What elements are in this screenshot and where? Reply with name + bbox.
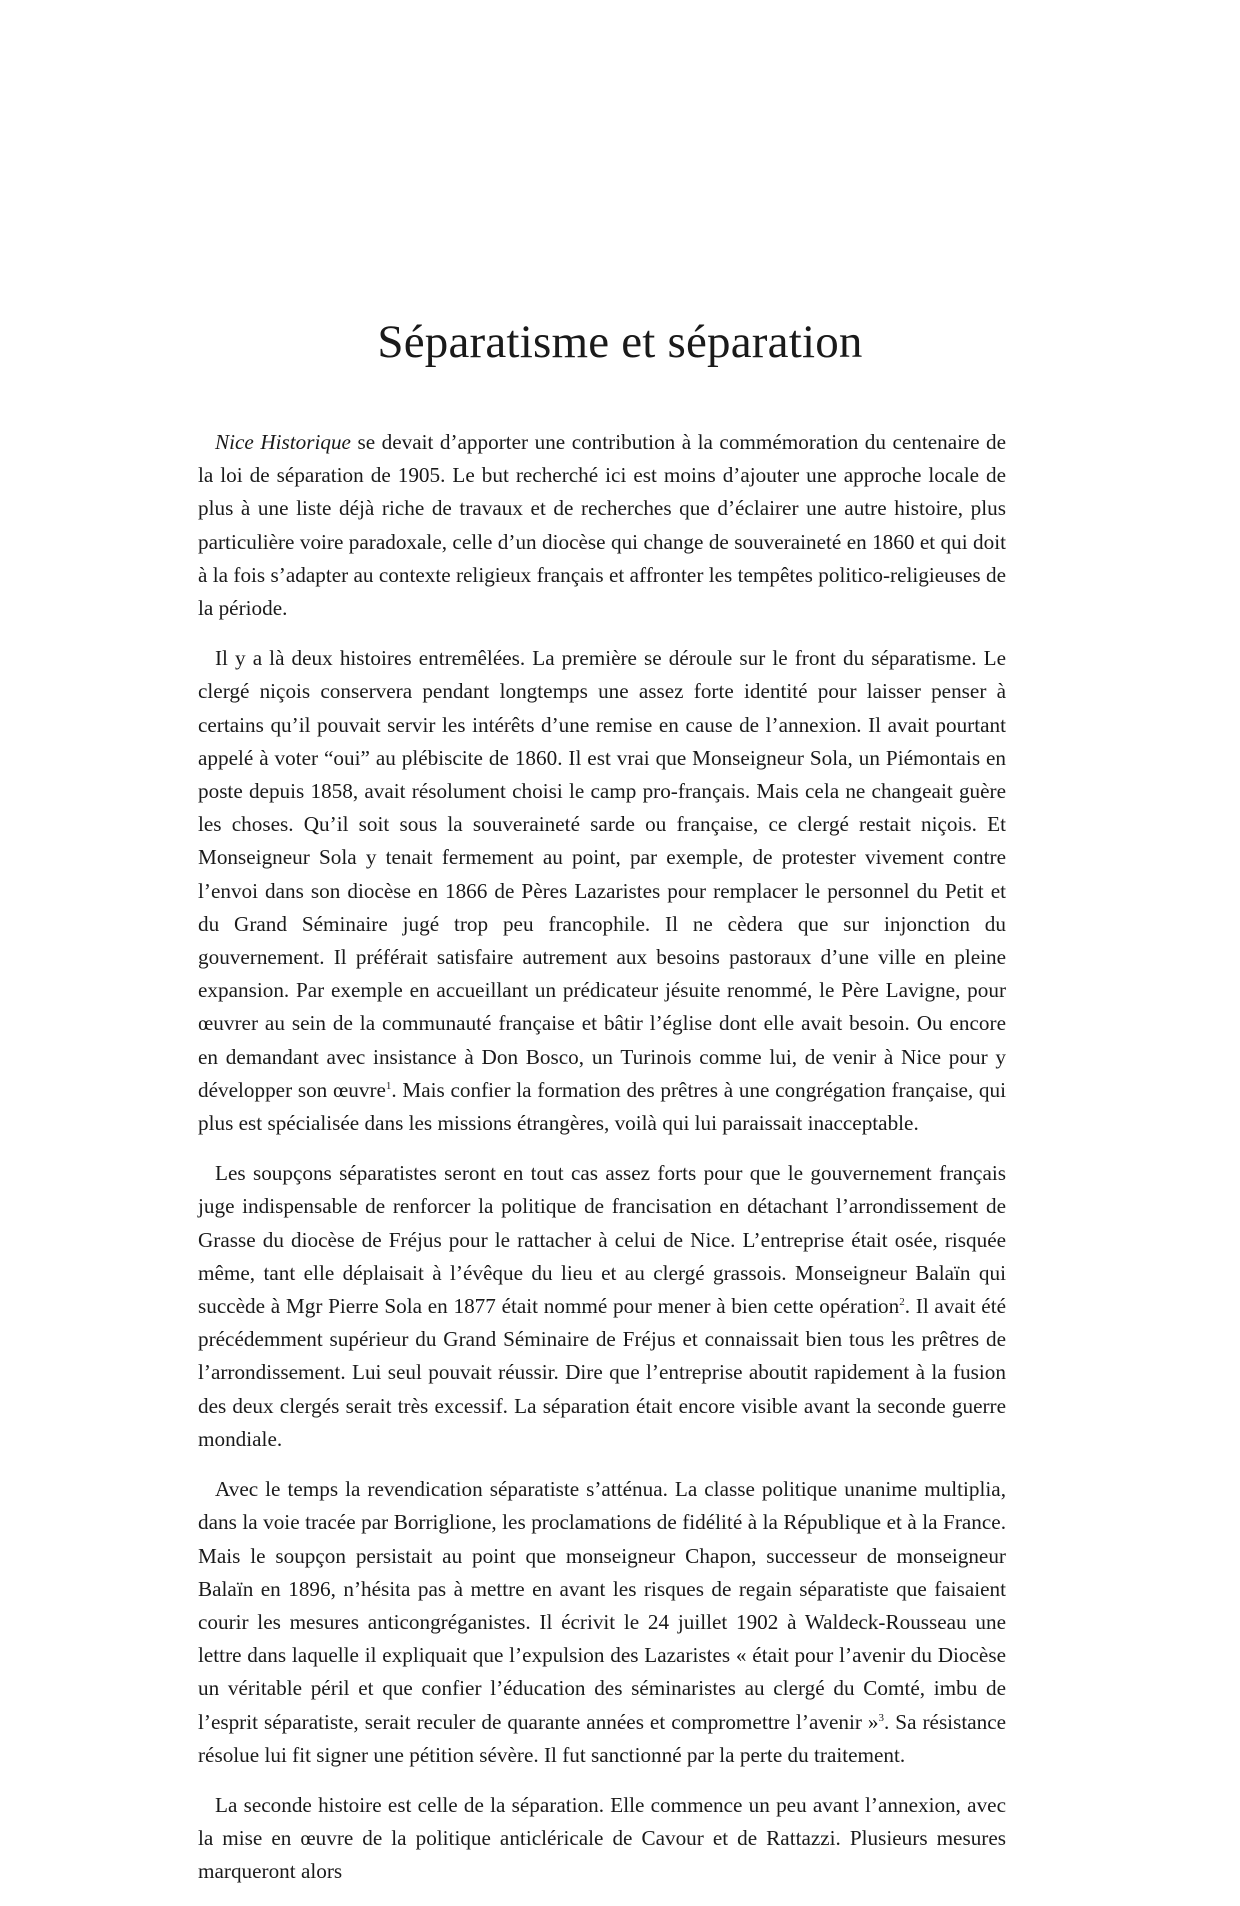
paragraph-4	[198, 1473, 1006, 1772]
paragraph-5-text: La seconde histoire est celle de la séparation. Elle commence un peu avant l’annexion, avec la mise en œuvre de la politique anticléricale de Cavour et de Rattazzi. Plusieurs mesures marqueront alors	[198, 1792, 1006, 1884]
paragraph-3-text: Les soupçons séparatistes seront en tout cas assez forts pour que le gouvernement français juge indispensable de renforcer la politique de francisation en détachant l’arrondissement de Grasse du diocèse de Fréjus pour le rattacher à celui de Nice. L’entreprise était osée, risquée même, tant elle déplaisait à l’évêque du lieu et au clergé grassois. Monseigneur Balaïn qui succède à Mgr Pierre Sola en 1877 était nommé pour mener à bien cette opération	[198, 1161, 1006, 1319]
paragraph-1-text: se devait d’apporter une contribution à la commémoration du centenaire de la loi de séparation de 1905. Le but recherché ici est moins d’ajouter une approche locale de plus à une liste déjà riche de travaux et de recherches que d’éclairer une autre histoire, plus particulière voire paradoxale, celle d’un diocèse qui change de souveraineté en 1860 et qui doit à la fois s’adapter au contexte religieux français et affronter les tempêtes politico-religieuses de la période.	[198, 430, 1006, 621]
paragraph-4-text-after: . Sa résistance résolue lui fit signer une pétition sévère. Il fut sanctionné par la perte du traitement.	[198, 1709, 1007, 1767]
paragraph-2-text: Il y a là deux histoires entremêlées. La première se déroule sur le front du séparatisme. Le clergé niçois conservera pendant longtemps une assez forte identité pour laisser penser à certains qu’il pouvait servir les intérêts d’une remise en cause de l’annexion. Il avait pourtant appelé à voter “oui” au plébiscite de 1860. Il est vrai que Monseigneur Sola, un Piémontais en poste depuis 1858, avait résolument choisi le camp pro-français. Mais cela ne changeait guère les choses. Qu’il soit sous la souveraineté sarde ou française, ce clergé restait niçois. Et Monseigneur Sola y tenait fermement au point, par exemple, de protester vivement contre l’envoi dans son diocèse en 1866 de Pères Lazaristes pour remplacer le personnel du Petit et du Grand Séminaire jugé trop peu francophile. Il ne cèdera que sur injonction du gouvernement. Il préférait satisfaire autrement aux besoins pastoraux d’une ville en pleine expansion. Par exemple en accueillant un prédicateur jésuite renommé, le Père Lavigne, pour œuvrer au sein de la communauté française et bâtir l’église dont elle avait besoin. Ou encore en demandant avec insistance à Don Bosco, un Turinois comme lui, de venir à Nice pour y développer son œuvre	[198, 646, 1006, 1102]
footnote-ref-1[interactable]: 1	[385, 1079, 392, 1092]
paragraph-2-text-after: . Mais confier la formation des prêtres à une congrégation française, qui plus est spécialisée dans les missions étrangères, voilà qui lui paraissait inacceptable.	[198, 1077, 1006, 1136]
footnote-ref-3[interactable]: 3	[878, 1711, 885, 1724]
article-body	[198, 426, 1006, 1906]
paragraph-3	[198, 1157, 1006, 1456]
journal-name: Nice Historique	[215, 430, 351, 454]
paragraph-1	[198, 426, 1006, 625]
page-title: Séparatisme et séparation	[377, 316, 863, 368]
paragraph-4-text: Avec le temps la revendication séparatiste s’atténua. La classe politique unanime multiplia, dans la voie tracée par Borriglione, les proclamations de fidélité à la République et à la France. Mais le soupçon persistait au point que monseigneur Chapon, successeur de monseigneur Balaïn en 1896, n’hésita pas à mettre en avant les risques de regain séparatiste que faisaient courir les mesures anticongréganistes. Il écrivit le 24 juillet 1902 à Waldeck-Rousseau une lettre dans laquelle il expliquait que l’expulsion des Lazaristes « était pour l’avenir du Diocèse un véritable péril et que confier l’éducation des séminaristes au clergé du Comté, imbu de l’esprit séparatiste, serait reculer de quarante années et compromettre l’avenir »	[198, 1477, 1006, 1734]
paragraph-2	[198, 642, 1006, 1140]
paragraph-3-text-after: . Il avait été précédemment supérieur du Grand Séminaire de Fréjus et connaissait bien tous les prêtres de l’arrondissement. Lui seul pouvait réussir. Dire que l’entreprise aboutit rapidement à la fusion des deux clergés serait très excessif. La séparation était encore visible avant la seconde guerre mondiale.	[198, 1294, 1007, 1451]
footnote-ref-2[interactable]: 2	[899, 1296, 905, 1309]
paragraph-5	[198, 1789, 1006, 1889]
